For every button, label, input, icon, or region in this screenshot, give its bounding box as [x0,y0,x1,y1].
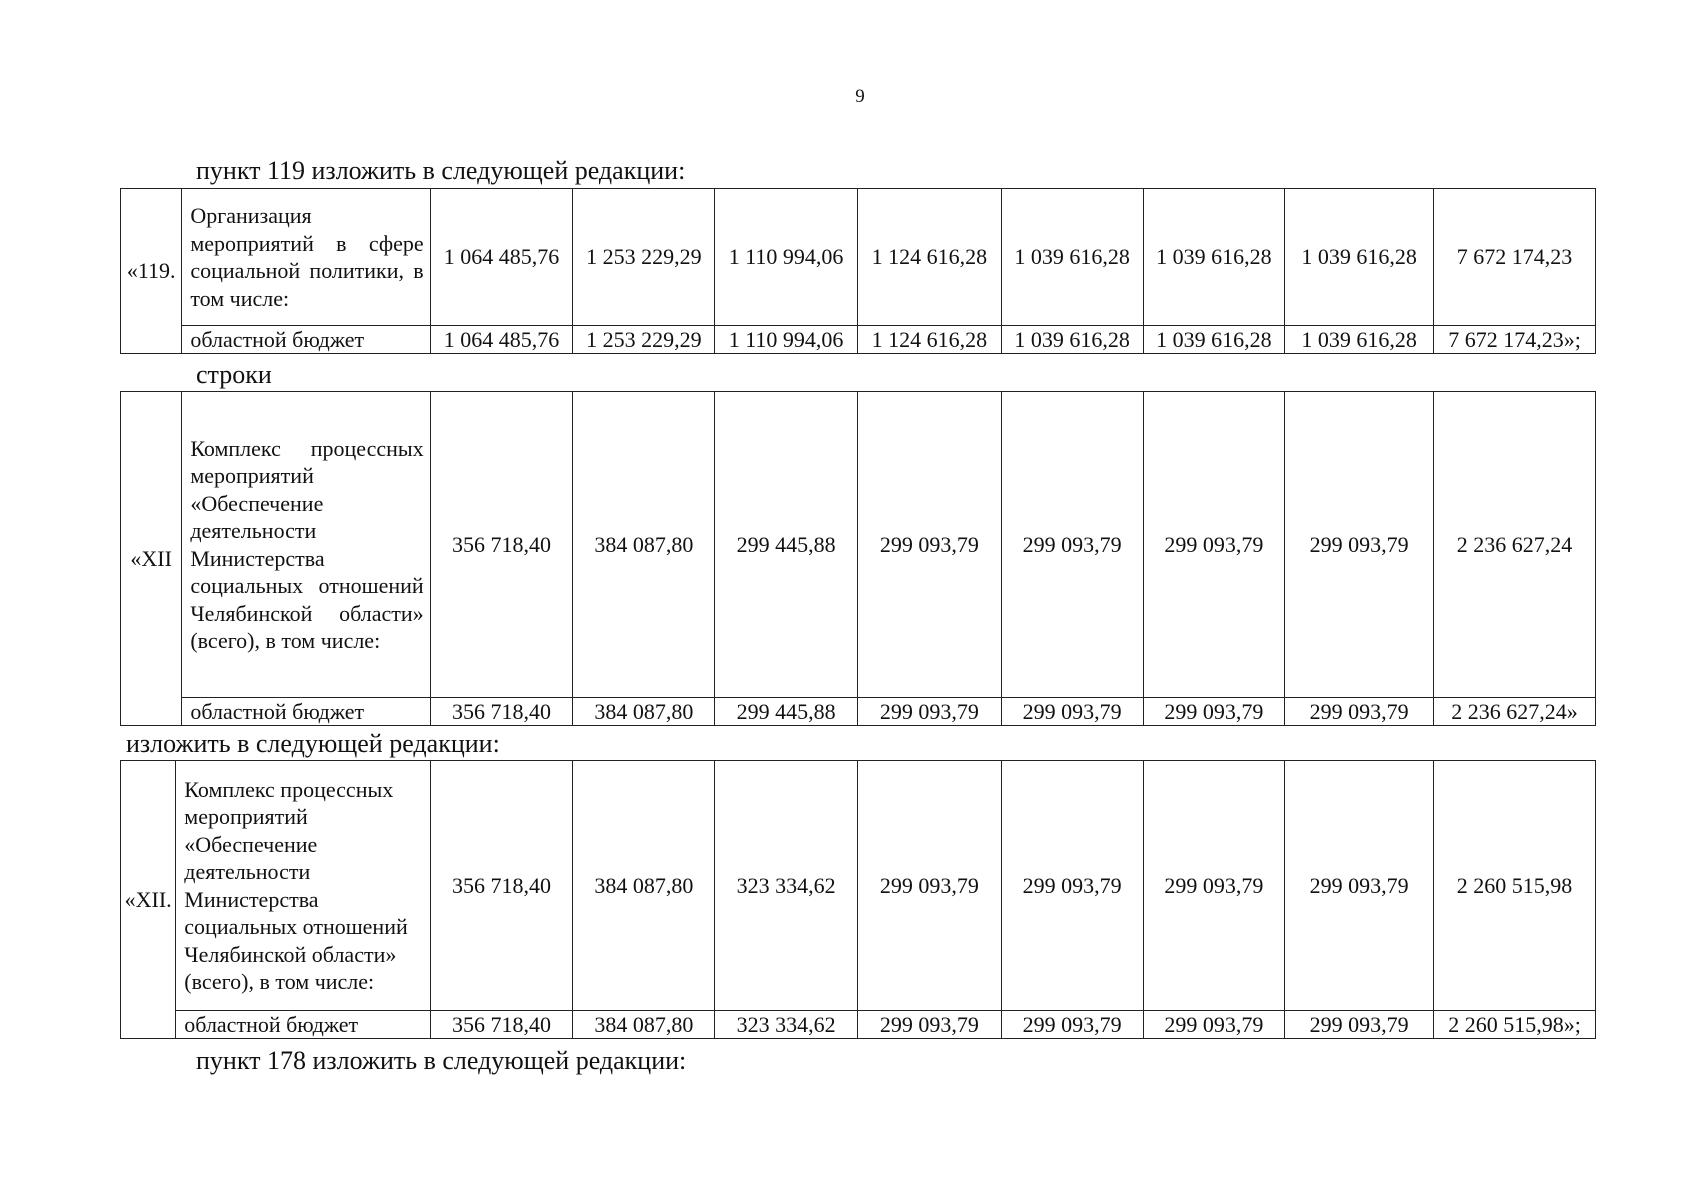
row-label: Комплекс процессных мероприятий «Обеспечение деятельности Министерства социальных отношений Челябинской области» (всего), в том числе: [176,761,430,1011]
value-cell: 1 110 994,06 [715,326,858,354]
value-cell: 2 236 627,24» [1434,698,1596,726]
instruction-rows: строки [196,360,272,389]
instruction-restate: изложить в следующей редакции: [126,729,500,758]
value-cell: 299 445,88 [715,392,858,698]
table-row-main [121,761,1596,1011]
value-cell: 299 093,79 [857,761,1001,1011]
budget-label: областной бюджет [182,326,430,354]
value-cell: 1 064 485,76 [430,189,573,326]
value-cell: 299 093,79 [1001,761,1143,1011]
value-cell: 2 260 515,98 [1434,761,1596,1011]
value-cell: 1 039 616,28 [1143,326,1285,354]
value-cell: 299 093,79 [1001,392,1143,698]
instruction-item-119: пункт 119 изложить в следующей редакции: [196,156,686,185]
value-cell: 356 718,40 [430,761,573,1011]
value-cell: 299 093,79 [1001,1011,1143,1039]
value-cell: 1 039 616,28 [1001,326,1143,354]
value-cell: 299 093,79 [1285,392,1434,698]
value-cell: 299 093,79 [1143,392,1285,698]
value-cell: 356 718,40 [430,698,573,726]
budget-label: областной бюджет [176,1011,430,1039]
value-cell: 7 672 174,23»; [1434,326,1596,354]
value-cell: 7 672 174,23 [1434,189,1596,326]
value-cell: 384 087,80 [573,1011,715,1039]
value-cell: 299 093,79 [1285,761,1434,1011]
value-cell: 356 718,40 [430,392,573,698]
value-cell: 299 093,79 [1143,1011,1285,1039]
value-cell: 1 110 994,06 [715,189,858,326]
value-cell: 384 087,80 [573,392,715,698]
value-cell: 299 093,79 [857,1011,1001,1039]
value-cell: 299 093,79 [1285,1011,1434,1039]
value-cell: 384 087,80 [573,761,715,1011]
value-cell: 1 124 616,28 [857,189,1001,326]
value-cell: 356 718,40 [430,1011,573,1039]
value-cell: 323 334,62 [715,761,858,1011]
value-cell: 1 039 616,28 [1285,189,1434,326]
value-cell: 1 064 485,76 [430,326,573,354]
value-cell: 1 253 229,29 [573,326,715,354]
value-cell: 1 039 616,28 [1001,189,1143,326]
value-cell: 1 124 616,28 [857,326,1001,354]
value-cell: 299 093,79 [1143,761,1285,1011]
value-cell: 2 260 515,98»; [1434,1011,1596,1039]
value-cell: 299 093,79 [857,392,1001,698]
row-label: Комплекс процессных мероприятий «Обеспечение деятельности Министерства социальных отношений Челябинской области» (всего), в том числе: [182,392,430,698]
row-index: «119. [121,189,182,354]
page-number: 9 [855,86,865,107]
row-index: «XII [121,392,182,726]
value-cell: 1 039 616,28 [1143,189,1285,326]
table-row-main [121,392,1596,698]
value-cell: 323 334,62 [715,1011,858,1039]
value-cell: 299 445,88 [715,698,858,726]
table-item-119 [120,188,1596,354]
row-index: «XII. [121,761,176,1039]
instruction-item-178: пункт 178 изложить в следующей редакции: [196,1046,687,1075]
table-row-main [121,189,1596,326]
budget-label: областной бюджет [182,698,430,726]
value-cell: 299 093,79 [1143,698,1285,726]
table-row-budget [121,1011,1596,1039]
row-label: Организация мероприятий в сфере социальной политики, в том числе: [182,189,430,326]
table-row-budget [121,698,1596,726]
value-cell: 299 093,79 [857,698,1001,726]
value-cell: 299 093,79 [1001,698,1143,726]
table-row-budget [121,326,1596,354]
table-xii-new [120,760,1596,1039]
table-xii-old [120,391,1596,726]
value-cell: 1 253 229,29 [573,189,715,326]
value-cell: 299 093,79 [1285,698,1434,726]
value-cell: 1 039 616,28 [1285,326,1434,354]
value-cell: 384 087,80 [573,698,715,726]
value-cell: 2 236 627,24 [1434,392,1596,698]
